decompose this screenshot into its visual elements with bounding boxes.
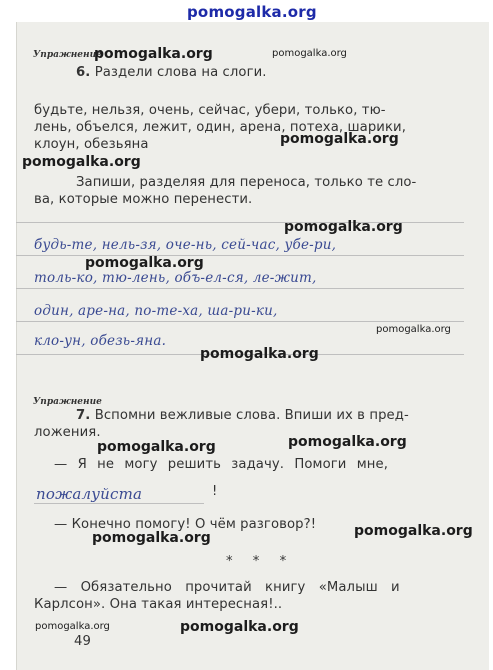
handwritten-answer-line: один, аре-на, по-те-ха, ша-ри-ки, [34, 303, 278, 319]
task-line: ва, которые можно перенести. [34, 192, 253, 207]
word-list-line: клоун, обезьяна [34, 137, 149, 152]
watermark-top: pomogalka.org [187, 3, 317, 21]
dialog-line: — Обязательно прочитай книгу «Малыш и [54, 580, 400, 595]
watermark: pomogalka.org [280, 131, 399, 147]
page-number: 49 [74, 634, 91, 649]
handwritten-answer-line: кло-ун, обезь-яна. [34, 333, 167, 349]
answer-line [34, 503, 204, 504]
task-line: Запиши, разделяя для переноса, только те сло- [76, 175, 417, 190]
handwritten-answer-line: будь-те, нель-зя, оче-нь, сей-час, убе-ри, [34, 237, 337, 253]
exercise-6-number: 6. [76, 65, 91, 80]
section-divider-stars: * * * [226, 554, 295, 569]
watermark: pomogalka.org [22, 154, 141, 170]
watermark: pomogalka.org [354, 523, 473, 539]
exclamation: ! [212, 484, 218, 499]
watermark: pomogalka.org [272, 48, 347, 59]
watermark: pomogalka.org [92, 530, 211, 546]
exercise-7-number: 7. [76, 408, 91, 423]
handwritten-answer-line: толь-ко, тю-лень, объ-ел-ся, ле-жит, [34, 270, 317, 286]
writing-line [16, 288, 464, 289]
watermark: pomogalka.org [35, 621, 110, 632]
watermark: pomogalka.org [284, 219, 403, 235]
writing-line [16, 321, 464, 322]
exercise-6-label: Упражнение [33, 50, 102, 60]
watermark: pomogalka.org [288, 434, 407, 450]
exercise-7-title: Вспомни вежливые слова. Впиши их в пред- [94, 408, 409, 423]
dialog-line: Карлсон». Она такая интересная!.. [34, 597, 283, 612]
handwritten-polite-word: пожалуйста [36, 485, 143, 503]
exercise-6-heading [76, 65, 267, 80]
watermark: pomogalka.org [200, 346, 319, 362]
watermark: pomogalka.org [376, 324, 451, 335]
watermark: pomogalka.org [94, 46, 213, 62]
dialog-line: — Конечно помогу! О чём разговор?! [54, 517, 317, 532]
word-list-line: лень, объелся, лежит, один, арена, потеха, шарики, [34, 120, 406, 135]
watermark: pomogalka.org [180, 619, 299, 635]
watermark: pomogalka.org [97, 439, 216, 455]
exercise-7-heading [76, 408, 409, 423]
dialog-line: — Я не могу решить задачу. Помоги мне, [54, 457, 389, 472]
writing-line [16, 255, 464, 256]
exercise-7-title-cont: ложения. [34, 425, 101, 440]
exercise-6-title: Раздели слова на слоги. [94, 65, 267, 80]
exercise-7-label: Упражнение [33, 397, 102, 407]
watermark: pomogalka.org [85, 255, 204, 271]
word-list-line: будьте, нельзя, очень, сейчас, убери, только, тю- [34, 103, 386, 118]
